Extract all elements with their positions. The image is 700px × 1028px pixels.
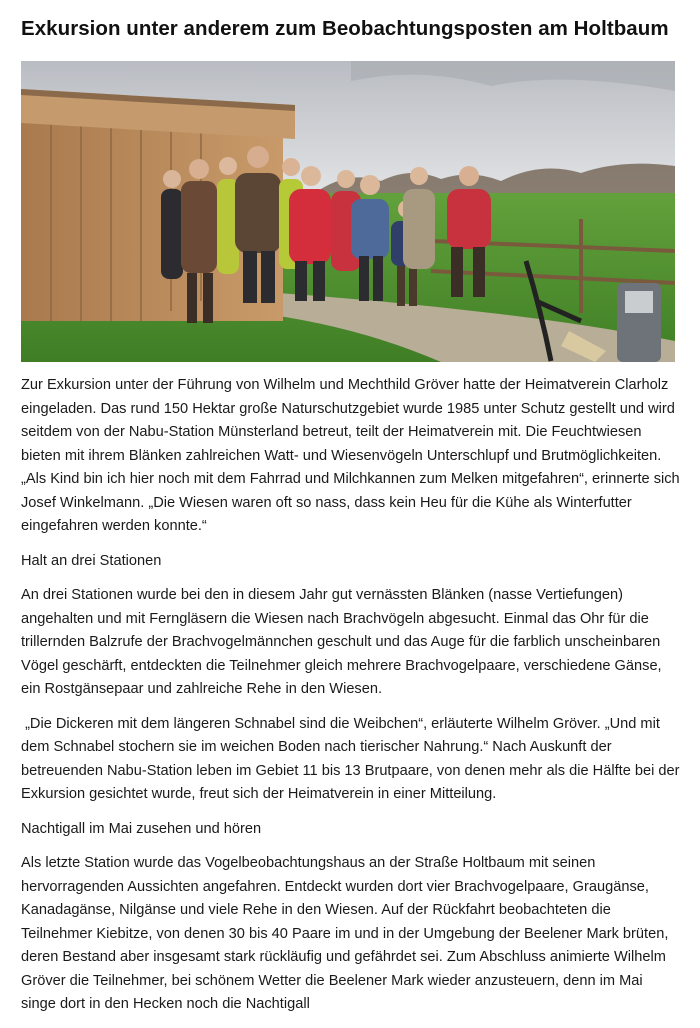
article-title: Exkursion unter anderem zum Beobachtungsposten am Holtbaum bbox=[21, 17, 669, 40]
paragraph-last-station: Als letzte Station wurde das Vogelbeobachtungshaus an der Straße Holtbaum mit seinen hervorragenden Aussichten angefahren. Entdeckt wurden dort vier Brachvogelpaare, Graugänse, Kanadagänse, Nilgänse und viele Rehe in den Wiesen. Auf der Rückfahrt beobachteten die Teilnehmer Kiebitze, von denen 30 bis 40 Paare im und in der Umgebung der Beelener Mark brüten, deren Bestand aber insgesamt stark rückläufig und gefährdet sei. Zum Abschluss animierte Wilhelm Gröver die Teilnehmer, bei schönem Wetter die Beelener Mark wieder anzusteuern, denn im Mai singe dort in den Hecken noch die Nachtigall bbox=[21, 855, 669, 1012]
article-body bbox=[21, 374, 684, 1028]
subheading-nightingale: Nachtigall im Mai zusehen und hören bbox=[21, 820, 262, 837]
subheading-stations: Halt an drei Stationen bbox=[21, 552, 162, 569]
paragraph-quote: „Die Dickeren mit dem längeren Schnabel sind die Weibchen“, erläuterte Wilhelm Gröver. „Und mit dem Schnabel stochern sie im weichen Boden nach tierischer Nahrung.“ Nach Auskunft der betreuenden Nabu-Station leben im Gebiet 11 bis 13 Brutpaare, von denen mehr als die Hälfte bei der Exkursion gesichtet wurde, freut sich der Heimatverein in einer Mitteilung. bbox=[21, 715, 684, 802]
group-photo-icon bbox=[21, 61, 675, 362]
paragraph-intro: Zur Exkursion unter der Führung von Wilhelm und Mechthild Gröver hatte der Heimatverein Clarholz eingeladen. Das rund 150 Hektar große Naturschutzgebiet wurde 1985 unter Schutz gestellt und wird seitdem von der Nabu-Station Münsterland betreut, teilt der Heimatverein mit. Die Feuchtwiesen bieten mit ihrem Blänken zahlreichen Watt- und Wiesenvögeln Unterschlupf und Brutmöglichkeiten. „Als Kind bin ich hier noch mit dem Fahrrad und Milchkannen zum Melken mitgefahren“, erinnerte sich Josef Winkelmann. „Die Wiesen waren oft so nass, dass kein Heu für die Kühe als Winterfutter eingefahren werden konnte.“ bbox=[21, 377, 680, 534]
paragraph-stations: An drei Stationen wurde bei den in diesem Jahr gut vernässten Blänken (nasse Vertiefungen) angehalten und mit Ferngläsern die Wiesen nach Brachvögeln abgesucht. Einmal das Ohr für die trillernden Balzrufe der Brachvogelmännchen geschult und das Auge für die farblich unscheinbaren Vögel geschärft, entdeckten die Teilnehmer gleich mehrere Brachvogelpaare, verschiedene Gänse, ein Rostgänsepaar und zahlreiche Rehe in den Wiesen. bbox=[21, 587, 662, 697]
group-photo bbox=[21, 61, 675, 362]
